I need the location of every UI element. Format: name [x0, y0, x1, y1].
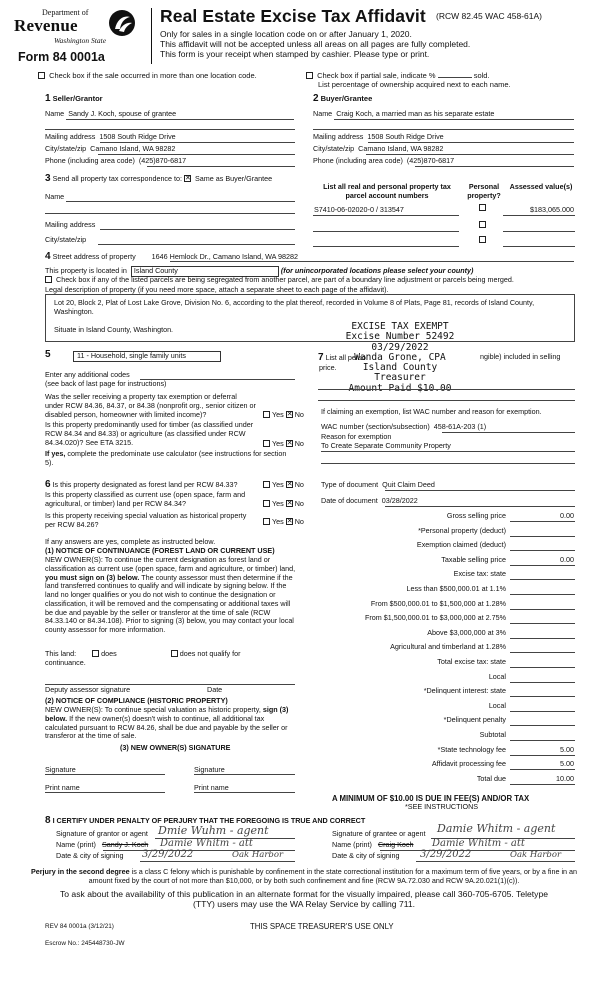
located-note: (for unincorporated locations please select your county) [280, 266, 474, 275]
washington-state-text: Washington State [54, 36, 107, 45]
partial-sale-checkbox[interactable] [306, 72, 313, 79]
use-code-select[interactable]: 11 - Household, single family units [73, 351, 221, 362]
segregated-label: Check box if any of the listed parcels are being segregated from another parcel, are part of a boundary line adjustment or parcels being merged. [56, 275, 514, 284]
buyer-mail-label: Mailing address [313, 132, 364, 141]
stamp-line2: Excise Number 52492 [345, 331, 455, 343]
tax-row-label: Exemption claimed (deduct) [416, 540, 506, 550]
parcel3-personal [479, 236, 488, 245]
notice1-text-c: The county assessor must then determine if the land transferred continues to qualify and will indicate by signing below. If the land no longer qualifies or you do not wish to continue the designation or classification, it will be removed and the compensating or additional taxes will be due and payable by the seller or transferor at the time of sale (RCW 84.33.140 or 84.34.108). Prior to signing (3) below, you may contact your local county assessor for more information. [45, 572, 294, 635]
grantor-handwritten-name: Damie Whitm - att [160, 838, 253, 849]
notice2-text-a: NEW OWNER(S): To continue special valuation as historic property, [45, 705, 261, 714]
grantor-sig-label: Signature of grantor or agent [56, 829, 148, 838]
header-divider [151, 8, 152, 64]
tax-row-line [510, 609, 575, 610]
tax-row-label: Total due [476, 773, 506, 783]
buyer-city-value[interactable]: Camano Island, WA 98282 [358, 144, 444, 153]
new-owner-print-label-1: Print name [45, 783, 80, 792]
s5-q1-answers [263, 411, 304, 420]
tax-row-label: *Delinquent penalty [443, 715, 506, 725]
buyer-phone-label: Phone (including area code) [313, 156, 403, 165]
section3-heading [45, 173, 272, 185]
county-select[interactable]: Island County [131, 266, 279, 277]
land-does-checkbox[interactable] [92, 650, 99, 657]
section1-heading [45, 93, 103, 105]
buyer-name-row [313, 110, 496, 119]
grantee-name-value[interactable]: Craig Koch [377, 840, 414, 849]
section2-heading [313, 93, 372, 105]
tax-row-label: Affidavit processing fee [431, 759, 506, 769]
s6-q2-no-checkbox[interactable] [286, 500, 293, 507]
notice2-body [45, 706, 297, 741]
s5-q2-answers [263, 440, 304, 449]
tax-row-label: Local [488, 671, 506, 681]
buyer-mail-row [313, 133, 446, 142]
reason-label: Reason for exemption [321, 432, 392, 441]
buyer-phone-value[interactable]: (425)870-6817 [406, 156, 455, 165]
notice1-heading: (1) NOTICE OF CONTINUANCE (FOREST LAND OR CURRENT USE) [45, 546, 275, 555]
tax-row-line [510, 550, 575, 551]
tax-row-label: *State technology fee [437, 744, 506, 754]
section1-number: 1 [45, 93, 51, 104]
stamp-line6: Amount Paid $10.00 [348, 382, 452, 394]
new-owner-sig-label-1: Signature [45, 765, 76, 774]
doc-date-row [321, 497, 420, 506]
s6-q3-answers [263, 518, 304, 527]
seller-phone-row [45, 157, 188, 166]
grantee-handwritten-signature[interactable]: Damie Whitm - agent [437, 822, 556, 835]
doc-date-label: Date of document [321, 496, 378, 505]
s7-text1: List all perso [325, 353, 366, 362]
grantee-date: 3/29/2022 [420, 849, 472, 860]
perjury-text: is a class C felony which is punishable by confinement in the state correctional institution for a maximum term of five years, or by a fine in an amount fixed by the court of not more than $10,000, or by both such confinement and fine (RCW 9A.72.030 and RCW 9A.20.021(1)(c)). [88, 867, 578, 885]
located-label: This property is located in [45, 266, 127, 275]
section2-title: Buyer/Grantee [320, 94, 373, 103]
assessed-col-header: Assessed value(s) [509, 182, 573, 191]
grantee-sig-label: Signature of grantee or agent [332, 829, 426, 838]
tax-row-line [510, 667, 575, 668]
stamp-line4: Wanda Grone, CPA [354, 351, 446, 363]
yes-label: Yes [272, 517, 284, 526]
if-yes-text: complete the predominate use calculator (see instructions for section 5). [45, 449, 287, 467]
legal-line1: Lot 20, Block 2, Plat of Lost Lake Grove, Division No. 6, according to the plat thereof, recorded in Volume 8 of Plats, Page 81, records of Island County, Washington. [54, 298, 535, 316]
seller-city-value[interactable]: Camano Island, WA 98282 [90, 144, 176, 153]
this-land-label: This land: [45, 649, 77, 658]
tax-row-value[interactable]: 10.00 [556, 773, 574, 783]
seller-name-row [45, 110, 295, 119]
buyer-name-value[interactable]: Craig Koch, a married man as his separate estate [336, 109, 495, 118]
s6-q1-answers [263, 481, 304, 490]
tax-row-line [510, 521, 575, 522]
grantee-name-label: Name (print) [332, 840, 372, 849]
notice2-text-b: sign (3) below. [45, 705, 289, 723]
notice2-heading: (2) NOTICE OF COMPLIANCE (HISTORIC PROPERTY) [45, 696, 228, 705]
tax-row-line [510, 711, 575, 712]
multi-location-row [38, 71, 257, 80]
partial-percent-field[interactable] [438, 77, 472, 78]
s6-q3: Is this property receiving special valuation as historical property per RCW 84.26? [45, 511, 247, 529]
personal-property-checkbox-2[interactable] [479, 221, 486, 228]
tax-row-line [510, 696, 575, 697]
s5-q1-yes-checkbox[interactable] [263, 411, 270, 418]
s6-q2-answers [263, 500, 304, 509]
tax-row-line [510, 594, 575, 595]
seller-name-value[interactable]: Sandy J. Koch, spouse of grantee [68, 109, 177, 118]
revenue-text: Revenue [14, 16, 78, 35]
s5-q2b [45, 450, 295, 468]
grantee-name-row [332, 841, 414, 850]
grantor-city: Oak Harbor [232, 850, 284, 860]
personal-col-header: Personal property? [467, 182, 501, 200]
seller-phone-value[interactable]: (425)870-6817 [138, 156, 187, 165]
s6-q3-yes-checkbox[interactable] [263, 518, 270, 525]
exempt-label: If claiming an exemption, list WAC number and reason for exemption. [321, 407, 542, 416]
tax-row-label: Above $3,000,000 at 3% [427, 627, 506, 637]
doc-type-row [321, 481, 437, 490]
multi-location-label: Check box if the sale occurred in more than one location code. [49, 71, 257, 80]
grantee-date-label: Date & city of signing [332, 851, 400, 860]
grantor-name-label: Name (print) [56, 840, 96, 849]
new-owner-print-label-2: Print name [194, 783, 229, 792]
s5-q2-no-checkbox[interactable] [286, 440, 293, 447]
tax-row-label: Less than $500,000.01 at 1.1% [406, 584, 506, 593]
corr-name-label: Name [45, 192, 65, 201]
buyer-name-label: Name [313, 109, 333, 118]
s6-q2-yes-checkbox[interactable] [263, 500, 270, 507]
seller-name-label: Name [45, 109, 65, 118]
escrow-number: Escrow No.: 245448730-JW [45, 940, 125, 947]
tax-row-label: Agricultural and timberland at 1.28% [390, 642, 506, 652]
no-label: No [294, 439, 304, 448]
same-as-buyer-checkbox[interactable] [184, 175, 191, 182]
tax-row-label: *Personal property (deduct) [418, 525, 506, 535]
grantee-handwritten-name: Damie Whitm - att [432, 838, 525, 849]
parcel1-personal [479, 204, 488, 213]
seller-mail-label: Mailing address [45, 132, 96, 141]
buyer-city-label: City/state/zip [313, 144, 355, 153]
no-label: No [294, 517, 304, 526]
notice1-text-b: you must sign on (3) below. [45, 572, 140, 582]
dor-emblem-icon [108, 9, 136, 37]
tax-row-value[interactable]: 0.00 [560, 554, 574, 564]
buyer-phone-row [313, 157, 456, 166]
tax-row-line [510, 755, 575, 756]
segregated-checkbox[interactable] [45, 276, 52, 283]
wac-row [321, 423, 488, 432]
seller-city-label: City/state/zip [45, 144, 87, 153]
no-label: No [294, 410, 304, 419]
tax-row-line [510, 682, 575, 683]
dept-of-text: Department of [42, 8, 89, 17]
stamp-line1: EXCISE TAX EXEMPT [351, 321, 449, 332]
grantee-city: Oak Harbor [510, 850, 562, 860]
seller-phone-label: Phone (including area code) [45, 156, 135, 165]
section4-number: 4 [45, 251, 51, 262]
tax-row-label: Local [488, 700, 506, 710]
minimum-due-note: A MINIMUM OF $10.00 IS DUE IN FEE(S) AND/OR TAX [332, 794, 530, 803]
tax-row-line [510, 740, 575, 741]
header-sub3-line [160, 49, 429, 59]
certify-text: I CERTIFY UNDER PENALTY OF PERJURY THAT THE FOREGOING IS TRUE AND CORRECT [52, 816, 366, 825]
partial-note: List percentage of ownership acquired next to each name. [318, 80, 511, 89]
s5-q1-no-checkbox[interactable] [286, 411, 293, 418]
new-owner-sig-label-2: Signature [194, 765, 225, 774]
tax-row-label: From $1,500,000.01 to $3,000,000 at 2.75% [364, 613, 506, 623]
continuance-label: continuance. [45, 658, 86, 667]
header-sub3: This form is your receipt when stamped by cashier. Please type or print. [160, 49, 430, 59]
partial-sale-row [306, 71, 490, 80]
section8-number: 8 [45, 815, 51, 826]
s7-text2: ngible) included in selling [480, 352, 561, 361]
section7-number: 7 [318, 352, 324, 363]
tax-row-label: Total excise tax: state [437, 657, 506, 666]
legal-label: Legal description of property (if you need more space, attach a separate sheet to each page of the affidavit). [45, 285, 389, 294]
grantor-name-value[interactable]: Sandy J. Koch [101, 840, 149, 849]
tax-row-label: From $500,000.01 to $1,500,000 at 1.28% [370, 598, 506, 608]
dor-logo [14, 6, 136, 48]
seller-mail-value[interactable]: 1508 South Ridge Drive [99, 132, 176, 141]
partial-sold-label: sold. [473, 71, 490, 80]
doc-type-label: Type of document [321, 480, 379, 489]
deputy-sig-label: Deputy assessor signature [45, 685, 131, 694]
form-rcw: (RCW 82.45 WAC 458-61A) [436, 11, 542, 21]
grantor-date: 3/29/2022 [142, 849, 194, 860]
deputy-date-label: Date [207, 685, 223, 694]
tax-row-value[interactable]: 5.00 [560, 744, 574, 754]
corr-mail-label: Mailing address [45, 220, 96, 229]
assessed-value[interactable]: $183,065.000 [530, 205, 574, 214]
does-not-label: does not qualify for [179, 649, 241, 658]
form-title: Real Estate Excise Tax Affidavit [160, 6, 426, 26]
street-label: Street address of property [52, 252, 136, 261]
tax-row-line [510, 652, 575, 653]
tax-row-line [510, 536, 575, 537]
s5-q2: Is this property predominantly used for timber (as classified under RCW 84.34 and 84.33) or agriculture (as classified under RCW 84.34.020)? See ETA 3215. [45, 420, 254, 447]
header-sub2: This affidavit will not be accepted unless all areas on all pages are fully completed. [160, 39, 471, 49]
notice1-text-a: NEW OWNER(S): To continue the current designation as forest land or classification as current use (open space, farm and agriculture, or timber) land, [45, 555, 296, 573]
notice1-body [45, 556, 297, 635]
tax-row-line [510, 769, 575, 770]
land-does-not-checkbox[interactable] [171, 650, 178, 657]
any-yes-note: If any answers are yes, complete as instructed below. [45, 537, 216, 546]
s6-q1: Is this property designated as forest land per RCW 84.33? [52, 480, 238, 489]
if-yes-label: If yes, [45, 449, 66, 458]
tax-row-line [510, 579, 575, 580]
section3-number: 3 [45, 173, 51, 184]
perjury-bold: Perjury in the second degree [30, 867, 130, 876]
stamp-line3: 03/29/2022 [371, 341, 429, 353]
buyer-city-row [313, 145, 445, 154]
buyer-mail-value[interactable]: 1508 South Ridge Drive [367, 132, 444, 141]
yes-label: Yes [272, 480, 284, 489]
tax-row-value[interactable]: 0.00 [560, 511, 574, 520]
s7-text3: price. [319, 363, 337, 372]
grantor-date-label: Date & city of signing [56, 851, 124, 860]
no-label: No [294, 480, 304, 489]
add-codes-note: (see back of last page for instructions) [45, 379, 167, 388]
tax-row-line [510, 638, 575, 639]
stamp-line5: Island County Treasurer [362, 362, 438, 384]
multi-location-checkbox[interactable] [38, 72, 45, 79]
personal-property-checkbox-1[interactable] [479, 204, 486, 211]
yes-label: Yes [272, 499, 284, 508]
add-codes-label: Enter any additional codes [45, 370, 130, 379]
header-sub1: Only for sales in a single location code on or after January 1, 2020. [160, 29, 412, 39]
tax-row-label: Gross selling price [446, 511, 506, 520]
tax-row-line [510, 623, 575, 624]
see-instructions-note: *SEE INSTRUCTIONS [405, 802, 479, 811]
wac-label: WAC number (section/subsection) [321, 422, 430, 431]
grantor-handwritten-signature[interactable]: Dmie Wuhm - agent [158, 824, 269, 837]
tax-row-label: Excise tax: state [453, 569, 506, 579]
section3-text: Send all property tax correspondence to: [52, 174, 183, 183]
parcel-col-header: List all real and personal property tax parcel account numbers [323, 182, 451, 200]
s6-q1-yes-checkbox[interactable] [263, 481, 270, 488]
perjury-note [30, 868, 578, 886]
legal-line2: Situate in Island County, Washington. [54, 325, 174, 334]
alt-format-note: To ask about the availability of this publication in an alternate format for the visually impaired, please call 360-705-6705. Teletype (TTY) users may use the WA Relay Service by calling 711. [59, 889, 549, 910]
seller-city-row [45, 145, 177, 154]
doc-date-value[interactable]: 03/28/2022 [381, 496, 418, 505]
section1-title: Seller/Grantor [52, 94, 103, 103]
s6-q2: Is this property classified as current use (open space, farm and agricultural, or timber) land per RCW 84.34? [45, 490, 246, 508]
form-number: Form 84 0001a [18, 50, 105, 64]
segregated-row [45, 276, 585, 285]
personal-property-checkbox-3[interactable] [479, 236, 486, 243]
tax-row-value[interactable]: 5.00 [560, 759, 574, 769]
parcel2-personal [479, 221, 488, 230]
grantor-name-row [56, 841, 148, 850]
section2-number: 2 [313, 93, 319, 104]
doc-type-value[interactable]: Quit Claim Deed [382, 480, 435, 489]
parcel-number[interactable]: S7410-06-02020-0 / 313547 [314, 205, 404, 214]
seller-mail-row [45, 133, 178, 142]
notice2-text-c: If the new owner(s) doesn't wish to continue, all additional tax calculated pursuant to RCW 84.26, shall be due and payable by the seller or transferor at the time of sale. [45, 713, 288, 741]
reason-value[interactable]: To Create Separate Community Property [321, 441, 451, 450]
treasurer-use-only: THIS SPACE TREASURER'S USE ONLY [250, 922, 394, 931]
s5-q2-yes-checkbox[interactable] [263, 440, 270, 447]
same-as-buyer-label: Same as Buyer/Grantee [195, 174, 273, 183]
tax-row-line [510, 784, 575, 785]
tax-row-line [510, 565, 575, 566]
s6-q3-no-checkbox[interactable] [286, 518, 293, 525]
section5-number: 5 [45, 349, 51, 360]
partial-sale-label: Check box if partial sale, indicate % [317, 71, 436, 80]
tax-row-label: Taxable selling price [441, 554, 506, 564]
s5-q1: Was the seller receiving a property tax exemption or deferral under RCW 84.36, 84.37, or 84.38 (nonprofit org., senior citizen or disabled person, homeowner with limited income)? [45, 392, 256, 419]
wac-value[interactable]: 458-61A-203 (1) [433, 422, 487, 431]
tax-row-line [510, 725, 575, 726]
yes-label: Yes [272, 410, 284, 419]
tax-row-label: *Delinquent interest: state [423, 686, 506, 696]
s6-q1-no-checkbox[interactable] [286, 481, 293, 488]
notice3-heading: (3) NEW OWNER(S) SIGNATURE [120, 743, 231, 752]
rev-number: REV 84 0001a (3/12/21) [45, 923, 114, 930]
tax-row-label: Subtotal [479, 730, 506, 739]
corr-city-label: City/state/zip [45, 235, 87, 244]
no-label: No [294, 499, 304, 508]
yes-label: Yes [272, 439, 284, 448]
street-value[interactable]: 1646 Hemlock Dr., Camano Island, WA 98282 [151, 252, 299, 261]
section6-number: 6 [45, 479, 51, 490]
does-label: does [101, 649, 117, 658]
